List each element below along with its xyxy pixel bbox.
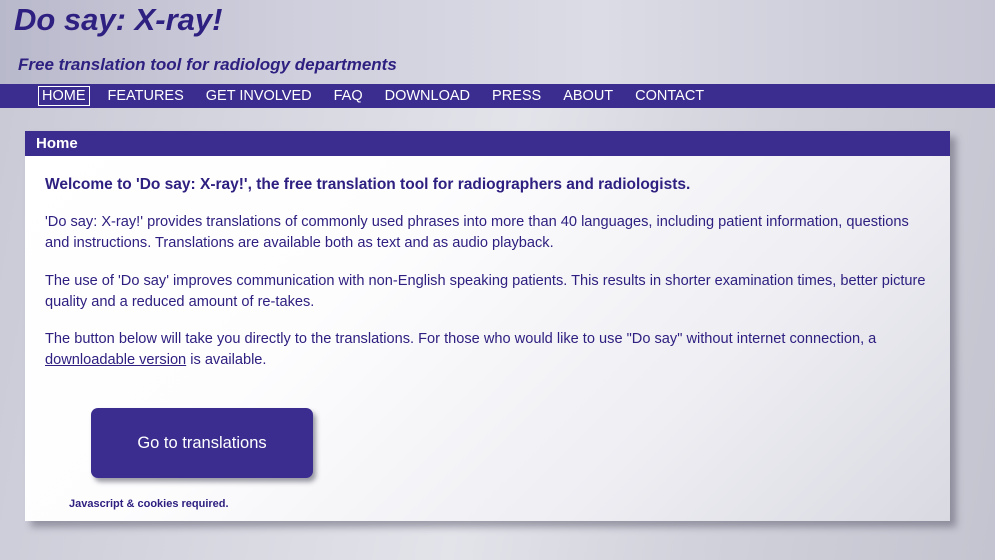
site-tagline: Free translation tool for radiology departments bbox=[18, 55, 397, 74]
panel-title: Home bbox=[25, 131, 950, 156]
nav-item-get-involved[interactable]: GET INVOLVED bbox=[205, 88, 312, 104]
content-panel bbox=[25, 131, 950, 521]
nav-item-download[interactable]: DOWNLOAD bbox=[384, 88, 471, 104]
main-navigation bbox=[0, 84, 995, 108]
requirements-note: Javascript & cookies required. bbox=[69, 498, 229, 510]
intro-paragraph-1: 'Do say: X-ray!' provides translations of commonly used phrases into more than 40 languages, including patient information, questions and instructions. Translations are available both as text and as audio playback. bbox=[45, 214, 909, 252]
go-to-translations-button[interactable]: Go to translations bbox=[91, 408, 313, 478]
nav-item-features[interactable]: FEATURES bbox=[107, 88, 184, 104]
nav-item-contact[interactable]: CONTACT bbox=[635, 88, 705, 104]
site-title: Do say: X-ray! bbox=[14, 2, 223, 37]
welcome-heading: Welcome to 'Do say: X-ray!', the free translation tool for radiographers and radiologists. bbox=[45, 176, 691, 193]
nav-item-press[interactable]: PRESS bbox=[492, 88, 542, 104]
site-header bbox=[0, 0, 995, 84]
paragraph-3-text-after: is available. bbox=[186, 352, 267, 369]
downloadable-version-link[interactable]: downloadable version bbox=[45, 352, 187, 369]
intro-paragraph-2: The use of 'Do say' improves communication with non-English speaking patients. This results in shorter examination times, better picture quality and a reduced amount of re-takes. bbox=[45, 272, 926, 310]
paragraph-3-text-before: The button below will take you directly to the translations. For those who would like to use "Do say" without internet connection, a bbox=[45, 331, 877, 348]
panel-body bbox=[25, 156, 950, 521]
nav-item-faq[interactable]: FAQ bbox=[333, 88, 363, 104]
nav-item-home[interactable]: HOME bbox=[38, 86, 90, 106]
intro-paragraph-3 bbox=[45, 329, 926, 372]
nav-item-about[interactable]: ABOUT bbox=[563, 88, 614, 104]
